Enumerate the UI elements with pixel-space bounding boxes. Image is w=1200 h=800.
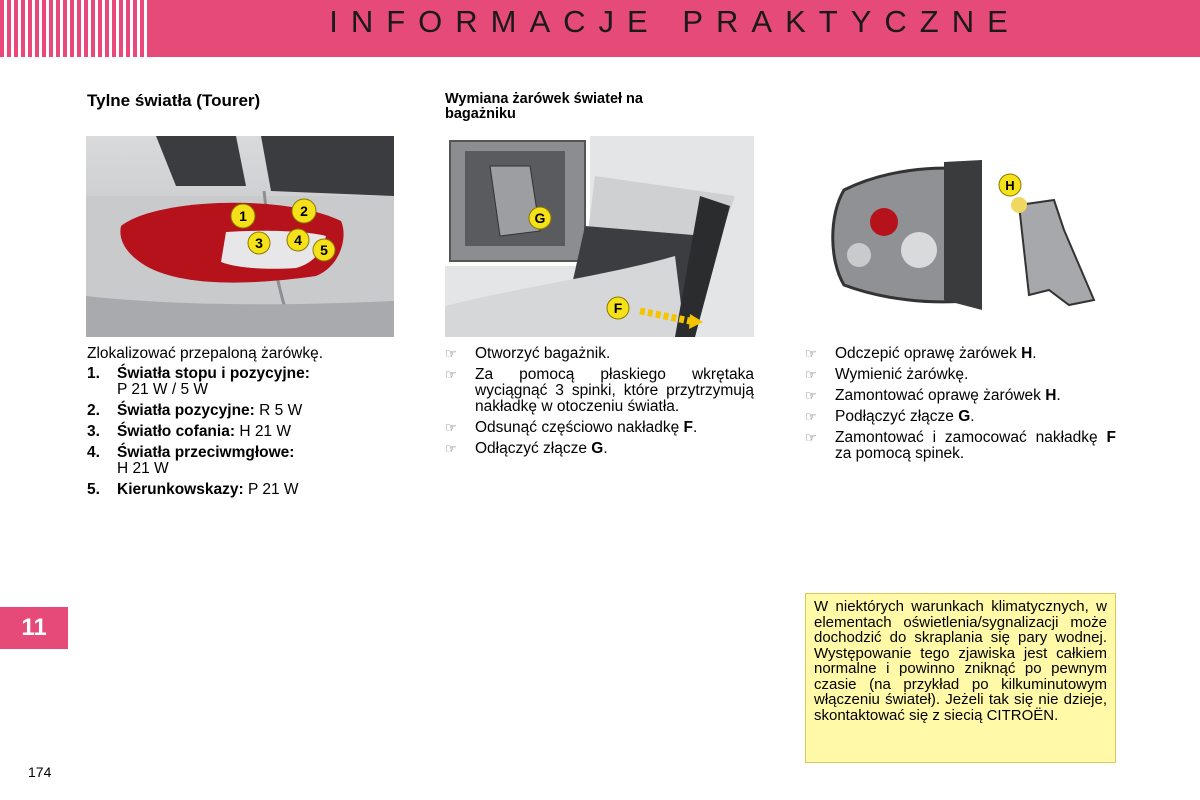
item-value: P 21 W / 5 W [117,381,209,398]
hand-pointer-icon: ☞ [445,346,457,361]
rear-lights-illustration [86,136,394,337]
hand-pointer-icon: ☞ [445,420,457,435]
list-item [87,424,397,440]
list-number: 4. [87,444,100,461]
step-bold: G [591,440,604,457]
step-bold: G [958,408,971,425]
label-2: 2 [300,203,308,219]
list-item [805,388,1116,404]
bulb-holder-illustration [804,150,1116,322]
list-item [87,403,397,419]
label-5: 5 [320,242,328,258]
step-bold: F [1106,429,1116,446]
label-f: F [613,300,623,316]
list-item [87,366,397,398]
hand-pointer-icon: ☞ [445,441,457,456]
item-label: Światła przeciwmgłowe: [117,444,295,461]
step-bold: F [683,419,693,436]
step-after: . [692,419,698,436]
list-item [87,445,397,477]
item-label: Światła stopu i pozycyjne: [117,365,310,382]
list-item [445,420,754,436]
step-text: Za pomocą płaskiego wkrętaka wyciągnąć 3 spinki, które przytrzymują nakładkę w otoczeniu światła. [475,366,754,415]
label-h: H [1005,178,1015,193]
item-label: Światła pozycyjne: [117,402,255,419]
item-label: Światło cofania: [117,423,235,440]
step-after: za pomocą spinek. [835,445,965,462]
list-item [445,367,754,415]
item-value: H 21 W [239,423,291,440]
intro-text: Zlokalizować przepaloną żarówkę. [87,345,324,362]
header-stripes [0,0,150,57]
step-text: Zamontować i zamocować nakładkę [835,429,1107,446]
step-after: . [1056,387,1061,404]
page-title: INFORMACJE PRAKTYCZNE [329,4,1021,39]
list-item [87,482,397,498]
rear-lights-image [86,136,394,337]
hand-pointer-icon: ☞ [805,409,817,424]
label-3: 3 [255,235,263,251]
list-item [445,346,754,362]
label-1: 1 [239,208,247,224]
heading-line-1: Wymiana żarówek świateł na [445,91,643,107]
section-heading-trunk-bulbs [445,92,643,122]
steps-list-2 [445,346,754,462]
hand-pointer-icon: ☞ [805,346,817,361]
step-text: Zamontować oprawę żarówek [835,387,1046,404]
bulb-list [87,366,397,503]
trunk-cover-illustration [445,136,754,337]
step-bold: H [1021,345,1033,362]
hand-pointer-icon: ☞ [805,388,817,403]
section-heading-rear-lights: Tylne światła (Tourer) [87,91,261,110]
list-number: 5. [87,481,100,498]
list-number: 1. [87,365,100,382]
step-bold: H [1045,387,1057,404]
step-text: Otworzyć bagażnik. [475,345,611,362]
list-item [445,441,754,457]
list-item [805,409,1116,425]
step-after: . [603,440,608,457]
list-number: 2. [87,402,100,419]
bulb-holder-image [804,150,1116,322]
condensation-note: W niektórych warunkach klimatycznych, w elementach oświetlenia/sygnalizacji może dochodzić do skraplania się pary wodnej. Występowanie tego zjawiska jest całkiem normalne i powinno zniknąć po pewnym czasie (na przykład po kilkuminutowym włączeniu świateł). Jeżeli tak się nie dzieje, skontaktować się z siecią CITROËN. [805,593,1116,763]
list-item [805,346,1116,362]
label-4: 4 [294,232,302,248]
hand-pointer-icon: ☞ [805,367,817,382]
list-item [805,367,1116,383]
chapter-tab[interactable]: 11 [0,607,68,649]
step-text: Odłączyć złącze [475,440,592,457]
trunk-cover-image [445,136,754,337]
page-number: 174 [28,764,52,780]
label-g: G [534,210,546,226]
heading-line-2: bagażniku [445,106,516,122]
list-item [805,430,1116,462]
step-text: Odsunąć częściowo nakładkę [475,419,684,436]
item-value: R 5 W [259,402,303,419]
item-label: Kierunkowskazy: [117,481,244,498]
step-after: . [1032,345,1037,362]
hand-pointer-icon: ☞ [445,367,457,382]
item-value: H 21 W [117,460,169,477]
list-number: 3. [87,423,100,440]
item-value: P 21 W [247,481,299,498]
step-text: Podłączyć złącze [835,408,959,425]
step-text: Wymienić żarówkę. [835,366,969,383]
steps-list-3 [805,346,1116,467]
step-text: Odczepić oprawę żarówek [835,345,1022,362]
hand-pointer-icon: ☞ [805,430,817,445]
step-after: . [970,408,975,425]
